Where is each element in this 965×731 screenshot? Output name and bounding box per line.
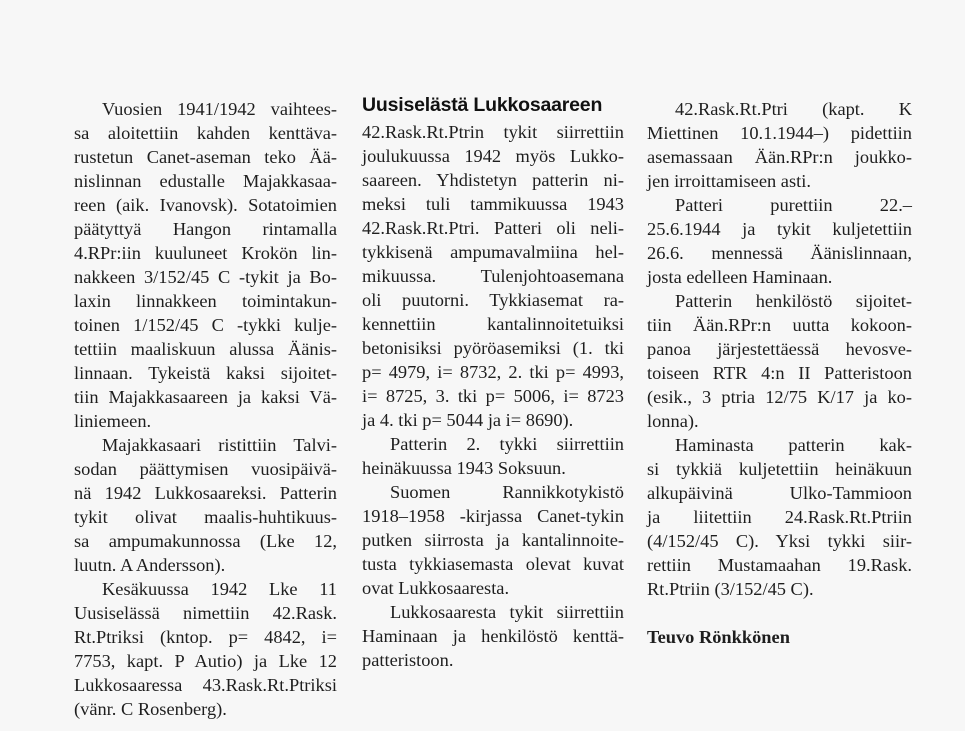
text-line: linnaan. Tykeistä kaksi sijoitet- [74,363,337,383]
text-line: luutn. A Andersson). [74,555,226,575]
text-line: Patterin 2. tykki siirrettiin [390,434,624,454]
text-line: Suomen Rannikkotykistö [390,482,624,502]
text-line: Patteri purettiin 22.– [675,195,912,215]
text-line: Kesäkuussa 1942 Lke 11 [102,579,337,599]
text-line: kennettiin kantalinnoitetuiksi [362,314,624,334]
text-line: 42.Rask.Rt.Ptrin tykit siirrettiin [362,122,624,142]
text-line: tykkisenä ampumavalmiina hel- [362,242,624,262]
paragraph [647,289,912,433]
paragraph [74,577,337,721]
text-line: (4/152/45 C). Yksi tykki siir- [647,531,912,551]
text-line: asemassaan Ään.RPr:n joukko- [647,147,912,167]
text-line: si tykkiä kuljetettiin heinäkuun [647,459,912,479]
text-line: rettiin Mustamaahan 19.Rask. [647,555,912,575]
paragraph [362,120,624,432]
text-line: liniemeen. [74,411,152,431]
paragraph [647,97,912,193]
text-line: saareen. Yhdistetyn patterin ni- [362,170,624,190]
text-line: betonisiksi pyöröasemiksi (1. tki [362,338,624,358]
text-line: ovat Lukkosaaresta. [362,578,510,598]
text-line: 7753, kapt. P Autio) ja Lke 12 [74,651,337,671]
text-line: Miettinen 10.1.1944–) pidettiin [647,123,912,143]
text-line: Vuosien 1941/1942 vaihtees- [102,99,337,119]
text-line: joulukuussa 1942 myös Lukko- [362,146,624,166]
text-line: Lukkosaaressa 43.Rask.Rt.Ptriksi [74,675,337,695]
text-line: nislinnan edustalle Majakkasaa- [74,171,337,191]
text-line: 26.6. mennessä Äänislinnaan, [647,243,912,263]
text-line: alkupäivinä Ulko-Tammioon [647,483,912,503]
text-line: Patterin henkilöstö sijoitet- [675,291,912,311]
paragraph [362,480,624,600]
text-line: 4.RPr:iin kuuluneet Krokön lin- [74,243,337,263]
text-line: toinen 1/152/45 C -tykki kulje- [74,315,337,335]
text-column-1 [74,97,337,721]
text-line: nä 1942 Lukkosaareksi. Patterin [74,483,337,503]
text-line: josta edelleen Haminaan. [647,267,833,287]
text-line: reen (aik. Ivanovsk). Sotatoimien [74,195,337,215]
text-line: panoa järjestettäessä hevosve- [647,339,912,359]
text-line: Haminaan ja henkilöstö kenttä- [362,626,624,646]
text-line: tykit olivat maalis-huhtikuus- [74,507,337,527]
text-line: Haminasta patterin kak- [675,435,912,455]
text-line: heinäkuussa 1943 Soksuun. [362,458,566,478]
text-line: meksi tuli tammikuussa 1943 [362,194,624,214]
text-line: 1918–1958 -kirjassa Canet-tykin [362,506,624,526]
text-line: laxin linnakkeen toimintakun- [74,291,337,311]
text-line: toiseen RTR 4:n II Patteristoon [647,363,912,383]
text-line: Rt.Ptriin (3/152/45 C). [647,579,814,599]
text-line: 42.Rask.Rt.Ptri. Patteri oli neli- [362,218,624,238]
text-line: Majakkasaari ristittiin Talvi- [102,435,337,455]
text-line: sa aloitettiin kahden kenttäva- [74,123,337,143]
text-line: 42.Rask.Rt.Ptri (kapt. K [675,99,912,119]
text-line: sodan päättymisen vuosipäivä- [74,459,337,479]
text-line: putken siirrosta ja kantalinnoite- [362,530,624,550]
text-line: jen irroittamiseen asti. [647,171,811,191]
text-line: tusta tykkiasemasta olevat kuvat [362,554,624,574]
text-line: sa ampumakunnossa (Lke 12, [74,531,337,551]
author-name: Teuvo Rönkkönen [647,627,790,647]
paragraph [74,433,337,577]
text-line: Rt.Ptriksi (kntop. p= 4842, i= [74,627,337,647]
section-heading: Uusiselästä Lukkosaareen [362,94,603,116]
text-line: (esik., 3 ptria 12/75 K/17 ja ko- [647,387,912,407]
text-line: Lukkosaaresta tykit siirrettiin [390,602,624,622]
text-line: lonna). [647,411,699,431]
text-line: p= 4979, i= 8732, 2. tki p= 4993, [362,362,624,382]
text-line: Uusiselässä nimettiin 42.Rask. [74,603,337,623]
text-line: rustetun Canet-aseman teko Ää- [74,147,337,167]
text-line: oli puutorni. Tykkiasemat ra- [362,290,624,310]
paragraph [362,600,624,672]
paragraph [647,193,912,289]
text-line: patteristoon. [362,650,454,670]
text-column-2 [362,93,624,672]
text-line: mikuussa. Tulenjohtoasemana [362,266,624,286]
text-line: tiin Majakkasaareen ja kaksi Vä- [74,387,337,407]
text-line: nakkeen 3/152/45 C -tykit ja Bo- [74,267,337,287]
paragraph [362,432,624,480]
text-column-3 [647,97,912,649]
text-line: ja 4. tki p= 5044 ja i= 8690). [362,410,574,430]
text-line: päätyttyä Hangon rintamalla [74,219,337,239]
text-line: i= 8725, 3. tki p= 5006, i= 8723 [362,386,624,406]
text-line: tettiin maaliskuun alussa Äänis- [74,339,337,359]
text-line: 25.6.1944 ja tykit kuljetettiin [647,219,912,239]
text-line: (vänr. C Rosenberg). [74,699,227,719]
paragraph [647,433,912,601]
text-line: ja liitettiin 24.Rask.Rt.Ptriin [647,507,912,527]
paragraph [74,97,337,433]
text-line: tiin Ään.RPr:n uutta kokoon- [647,315,912,335]
